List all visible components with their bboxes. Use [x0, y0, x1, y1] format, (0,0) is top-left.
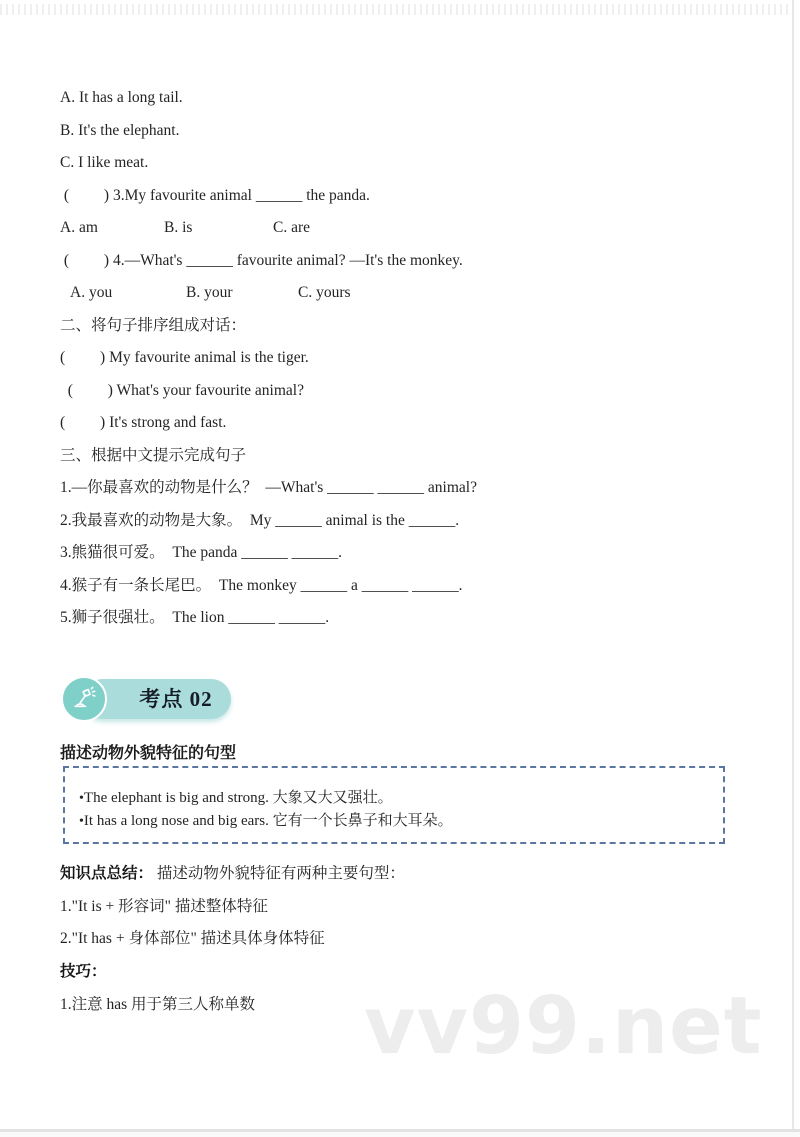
topic-heading: 描述动物外貌特征的句型: [60, 745, 237, 762]
section2-item: ( ) What's your favourite animal?: [60, 381, 304, 399]
knowledge-summary: [60, 858, 750, 1021]
bullet-marker: •: [79, 791, 84, 806]
question-4-stem: ( ) 4.—What's ______ favourite animal? —It's the monkey.: [60, 251, 463, 269]
tip-item: 1.注意 has 用于第三人称单数: [60, 995, 256, 1013]
badge-circle: [61, 676, 107, 722]
summary-label: 知识点总结：: [60, 865, 154, 882]
example-sentence: [79, 787, 709, 810]
example-text: The elephant is big and strong. 大象又大又强壮。: [83, 790, 393, 806]
bullet-marker: •: [79, 814, 84, 829]
section3-item: 5.狮子很强壮。 The lion ______ ______.: [60, 609, 330, 626]
section3-item: 1.—你最喜欢的动物是什么？ —What's ______ ______ animal?: [60, 479, 477, 496]
exercise-lines: [60, 82, 750, 635]
below-page-area: [0, 1132, 800, 1137]
option-b: B. your: [186, 284, 233, 301]
question-4-options: [60, 277, 750, 310]
page-edge-right: [792, 0, 794, 1130]
question-3-stem: ( ) 3.My favourite animal ______ the panda.: [60, 186, 370, 204]
section3-item: 2.我最喜欢的动物是大象。 My ______ animal is the ______.: [60, 511, 460, 529]
option-a: A. you: [70, 284, 113, 301]
option-c: C. are: [273, 219, 311, 236]
section2-item: ( ) My favourite animal is the tiger.: [60, 349, 309, 366]
option-b: B. is: [164, 219, 193, 236]
summary-point: 1."It is + 形容词" 描述整体特征: [60, 897, 268, 915]
example-text: It has a long nose and big ears. 它有一个长鼻子和大耳朵。: [83, 813, 453, 829]
mcq-answer-a: A. It has a long tail.: [60, 89, 183, 106]
summary-intro: 描述动物外貌特征有两种主要句型：: [153, 865, 405, 882]
option-a: A. am: [60, 219, 98, 236]
badge-label: 考点 02: [139, 687, 213, 711]
mcq-answer-c: C. I like meat.: [60, 154, 149, 171]
example-sentence: [79, 810, 709, 833]
tips-label: 技巧：: [60, 963, 107, 981]
watermark: vv99.net: [364, 980, 763, 1072]
section3-heading: 三、根据中文提示完成句子: [60, 446, 247, 464]
section3-item: 3.熊猫很可爱。 The panda ______ ______.: [60, 544, 342, 561]
summary-intro-line: [60, 858, 750, 891]
summary-point: 2."It has + 身体部位" 描述具体身体特征: [60, 930, 325, 948]
section2-heading: 二、将句子排序组成对话：: [60, 316, 247, 334]
section3-item: 4.猴子有一条长尾巴。 The monkey ______ a ______ ______.: [60, 576, 463, 594]
desk-lamp-icon: [71, 686, 97, 712]
section2-item: ( ) It's strong and fast.: [60, 414, 227, 431]
option-c: C. yours: [298, 284, 351, 301]
kaodian-badge: [61, 676, 231, 722]
question-3-options: [60, 212, 750, 245]
page-perforation-strip: [0, 4, 797, 15]
mcq-answer-b: B. It's the elephant.: [60, 121, 180, 139]
example-box: [63, 766, 725, 844]
